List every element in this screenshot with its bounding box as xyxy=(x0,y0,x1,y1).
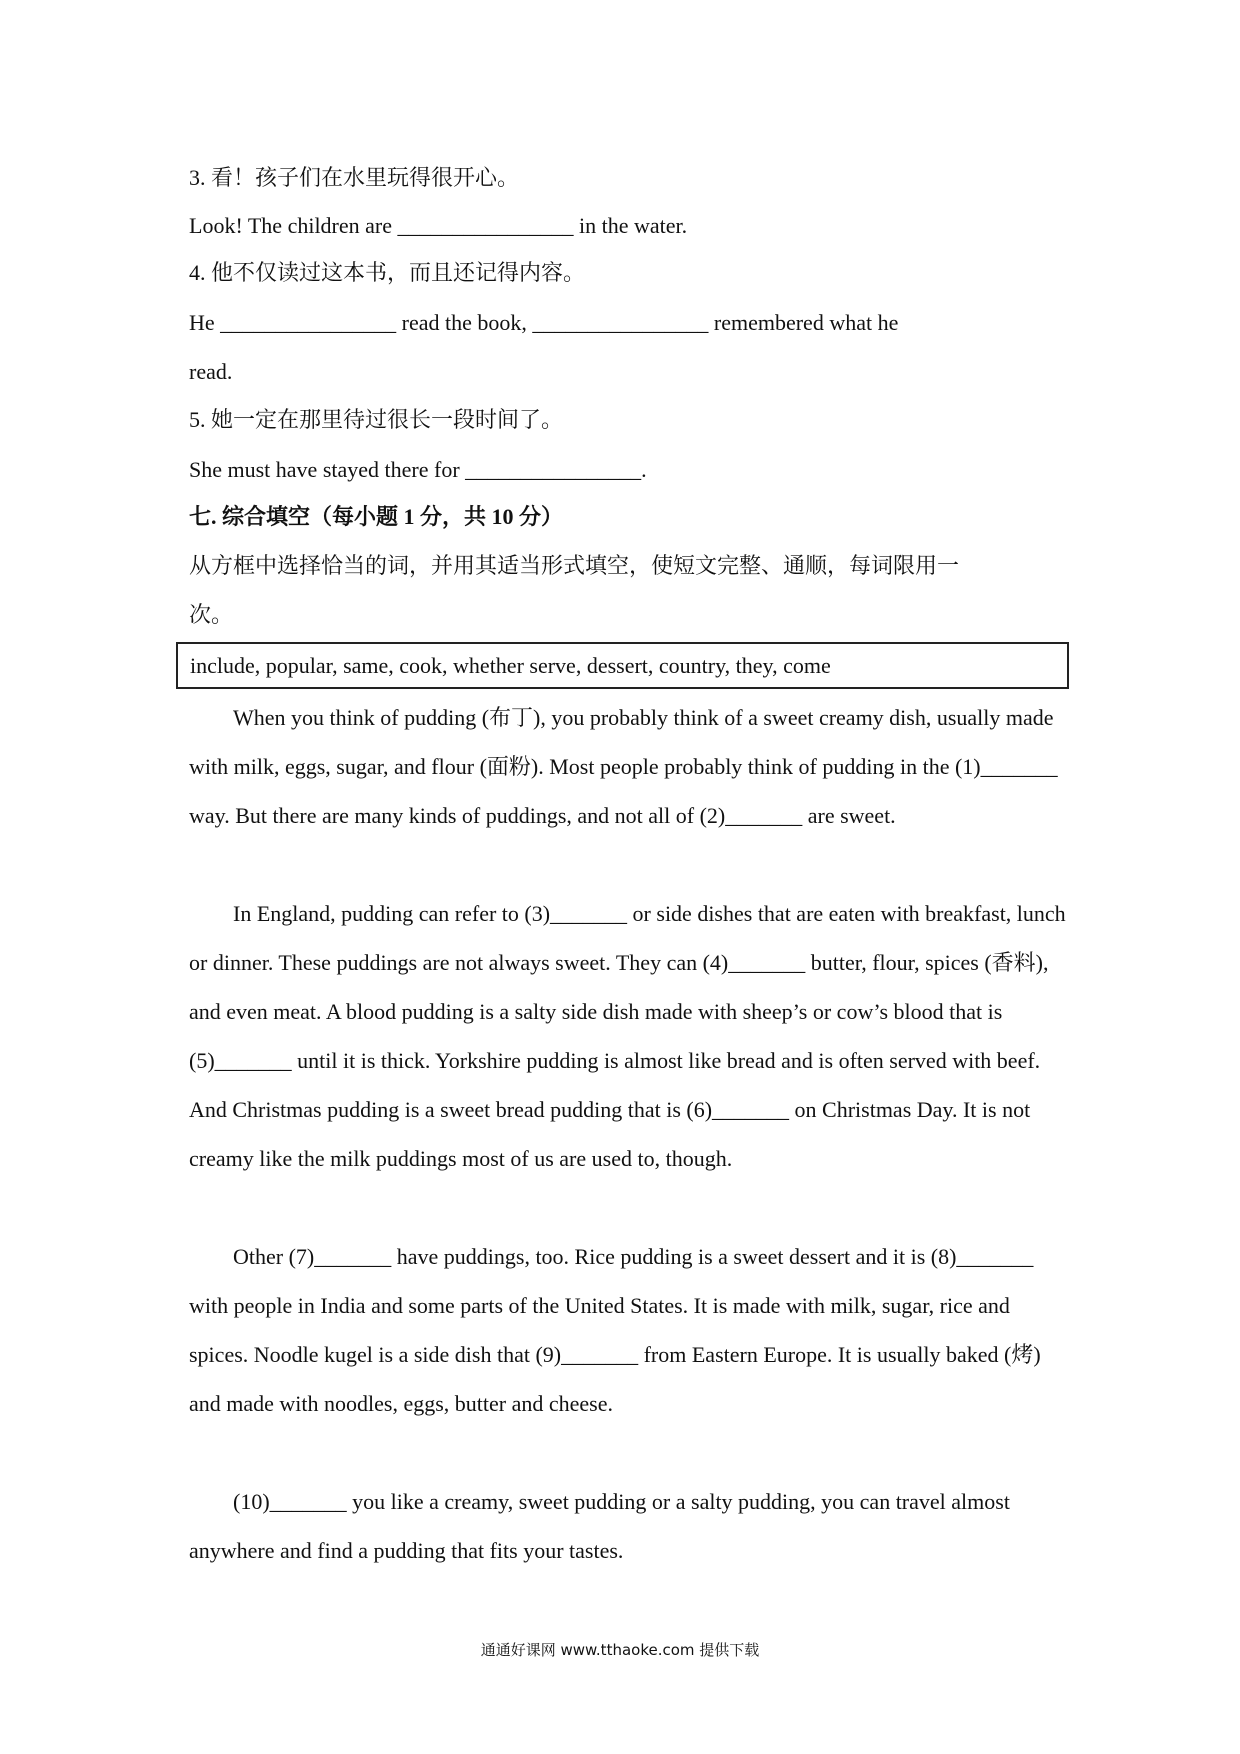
question-4-english-cont: read. xyxy=(189,359,233,384)
question-3-chinese: 3. 看！孩子们在水里玩得很开心。 xyxy=(189,165,520,190)
page-footer: 通通好课网 www.tthaoke.com 提供下载 xyxy=(480,1641,760,1659)
paragraph-4-text: (10)_______ you like a creamy, sweet pudding or a salty pudding, you can travel almost anywhere and find a pudding that fits your tastes. xyxy=(189,1489,1010,1563)
paragraph-1-text: When you think of pudding (布丁), you probably think of a sweet creamy dish, usually made with milk, eggs, sugar, and flour (面粉). Most people probably think of pudding in the (1)_______ way. But there are many kinds of puddings, and not all of (2)_______ are sweet. xyxy=(189,705,1058,828)
word-box xyxy=(176,642,1069,689)
question-5-chinese: 5. 她一定在那里待过很长一段时间了。 xyxy=(189,407,564,432)
section-title: 七. 综合填空（每小题 1 分，共 10 分） xyxy=(189,504,564,529)
question-5-english: She must have stayed there for ________________. xyxy=(189,457,647,482)
paragraph-2-text: In England, pudding can refer to (3)_______ or side dishes that are eaten with breakfast, lunch or dinner. These puddings are not always sweet. They can (4)_______ butter, flour, spices (香料), and even meat. A blood pudding is a salty side dish made with sheep’s or cow’s blood that is (5)_______ until it is thick. Yorkshire pudding is almost like bread and is often served with beef. And Christmas pudding is a sweet bread pudding that is (6)_______ on Christmas Day. It is not creamy like the milk puddings most of us are used to, though. xyxy=(189,901,1066,1171)
section-instruction-cont: 次。 xyxy=(189,602,234,627)
passage-paragraph-3 xyxy=(189,1232,1069,1428)
question-3-english: Look! The children are ________________ in the water. xyxy=(189,213,688,238)
passage-paragraph-4 xyxy=(189,1477,1069,1575)
word-box-list: include, popular, same, cook, whether serve, dessert, country, they, come xyxy=(190,653,831,678)
section-instruction: 从方框中选择恰当的词，并用其适当形式填空，使短文完整、通顺，每词限用一 xyxy=(189,553,960,578)
paragraph-3-text: Other (7)_______ have puddings, too. Rice pudding is a sweet dessert and it is (8)_______ with people in India and some parts of the United States. It is made with milk, sugar, rice and spices. Noodle kugel is a side dish that (9)_______ from Eastern Europe. It is usually baked (烤) and made with noodles, eggs, butter and cheese. xyxy=(189,1244,1041,1416)
passage-paragraph-2 xyxy=(189,889,1069,1183)
question-4-english: He ________________ read the book, ________________ remembered what he xyxy=(189,310,899,335)
question-4-chinese: 4. 他不仅读过这本书，而且还记得内容。 xyxy=(189,260,586,285)
passage-paragraph-1 xyxy=(189,693,1069,840)
